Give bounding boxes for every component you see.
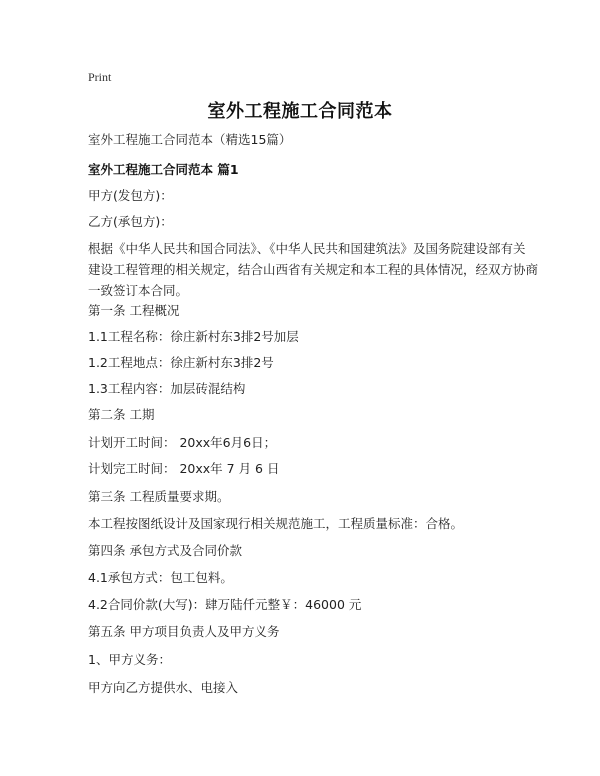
item-1-3: 1.3工程内容：加层砖混结构 bbox=[88, 381, 246, 396]
intro-line: 一致签订本合同。 bbox=[88, 283, 189, 298]
intro-line: 根据《中华人民共和国合同法》、《中华人民共和国建筑法》及国务院建设部有关 bbox=[88, 241, 526, 256]
document-title: 室外工程施工合同范本 bbox=[207, 101, 393, 122]
intro-line: 建设工程管理的相关规定，结合山西省有关规定和本工程的具体情况，经双方协商 bbox=[88, 262, 539, 277]
subtitle: 室外工程施工合同范本（精选15篇） bbox=[88, 132, 292, 147]
article-1-heading: 第一条 工程概况 bbox=[88, 303, 180, 318]
duty-1-text: 甲方向乙方提供水、电接入 bbox=[88, 680, 239, 695]
item-4-2: 4.2合同价款(大写)：肆万陆仟元整￥：46000 元 bbox=[88, 597, 362, 612]
print-label: Print bbox=[88, 70, 112, 84]
item-1-2: 1.2工程地点：徐庄新村东3排2号 bbox=[88, 355, 274, 370]
item-4-1: 4.1承包方式：包工包料。 bbox=[88, 570, 233, 585]
intro-paragraph bbox=[88, 238, 539, 301]
quality-line: 本工程按图纸设计及国家现行相关规范施工，工程质量标准：合格。 bbox=[88, 516, 464, 531]
article-3-heading: 第三条 工程质量要求期。 bbox=[88, 489, 230, 504]
party-b-line: 乙方(承包方)： bbox=[88, 214, 173, 229]
article-5-heading: 第五条 甲方项目负责人及甲方义务 bbox=[88, 624, 280, 639]
party-a-line: 甲方(发包方)： bbox=[88, 188, 173, 203]
plan-start-line: 计划开工时间： 20xx年6月6日； bbox=[88, 435, 277, 450]
plan-end-line: 计划完工时间： 20xx年 7 月 6 日 bbox=[88, 461, 280, 476]
duty-1-heading: 1、甲方义务： bbox=[88, 652, 171, 667]
section-heading: 室外工程施工合同范本 篇1 bbox=[88, 162, 239, 177]
article-2-heading: 第二条 工期 bbox=[88, 407, 155, 422]
article-4-heading: 第四条 承包方式及合同价款 bbox=[88, 543, 242, 558]
item-1-1: 1.1工程名称：徐庄新村东3排2号加层 bbox=[88, 329, 299, 344]
